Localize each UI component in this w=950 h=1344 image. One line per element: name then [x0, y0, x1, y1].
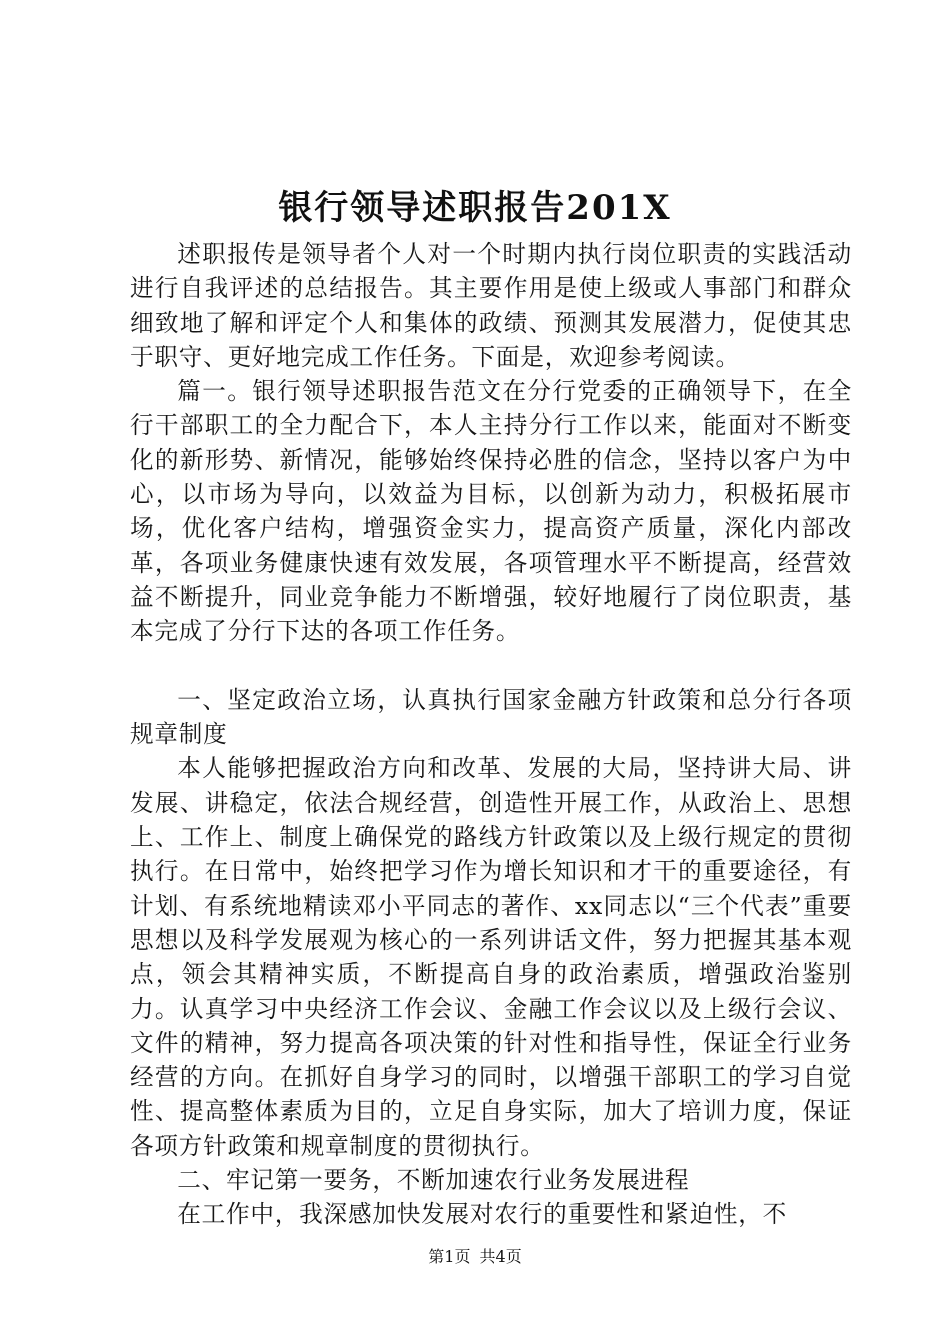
- document-title: 银行领导述职报告201X: [278, 188, 672, 228]
- section-1-paragraph: 本人能够把握政治方向和改革、发展的大局，坚持讲大局、讲发展、讲稳定，依法合规经营，创造性开展工作，从政治上、思想上、工作上、制度上确保党的路线方针政策以及上级行规定的贯彻执行。在日常中，始终把学习作为增长知识和才干的重要途径，有计划、有系统地精读邓小平同志的著作、xx同志以“三个代表”重要思想以及科学发展观为核心的一系列讲话文件，努力把握其基本观点，领会其精神实质，不断提高自身的政治素质，增强政治鉴别力。认真学习中央经济工作会议、金融工作会议以及上级行会议、文件的精神，努力提高各项决策的针对性和指导性，保证全行业务经营的方向。在抓好自身学习的同时，以增强干部职工的学习自觉性、提高整体素质为目的，立足自身实际，加大了培训力度，保证各项方针政策和规章制度的贯彻执行。: [130, 754, 852, 1160]
- section-heading-2: 二、牢记第一要务，不断加速农行业务发展进程: [177, 1166, 690, 1195]
- section-2-paragraph: 在工作中，我深感加快发展对农行的重要性和紧迫性，不: [177, 1200, 788, 1229]
- section-heading-1: 一、坚定政治立场，认真执行国家金融方针政策和总分行各项规章制度: [130, 685, 852, 749]
- part-one-paragraph: 篇一。银行领导述职报告范文在分行党委的正确领导下，在全行干部职工的全力配合下，本人主持分行工作以来，能面对不断变化的新形势、新情况，能够始终保持必胜的信念，坚持以客户为中心，以市场为导向，以效益为目标，以创新为动力，积极拓展市场，优化客户结构，增强资金实力，提高资产质量，深化内部改革，各项业务健康快速有效发展，各项管理水平不断提高，经营效益不断提升，同业竞争能力不断增强，较好地履行了岗位职责，基本完成了分行下达的各项工作任务。: [130, 377, 852, 646]
- page-total: 共4页: [479, 1247, 522, 1266]
- page-footer: [0, 1244, 950, 1267]
- document-body: [130, 237, 852, 1232]
- intro-paragraph: 述职报传是领导者个人对一个时期内执行岗位职责的实践活动进行自我评述的总结报告。其主要作用是使上级或人事部门和群众细致地了解和评定个人和集体的政绩、预测其发展潜力，促使其忠于职守、更好地完成工作任务。下面是，欢迎参考阅读。: [130, 240, 852, 371]
- page-number: 第1页: [428, 1247, 471, 1266]
